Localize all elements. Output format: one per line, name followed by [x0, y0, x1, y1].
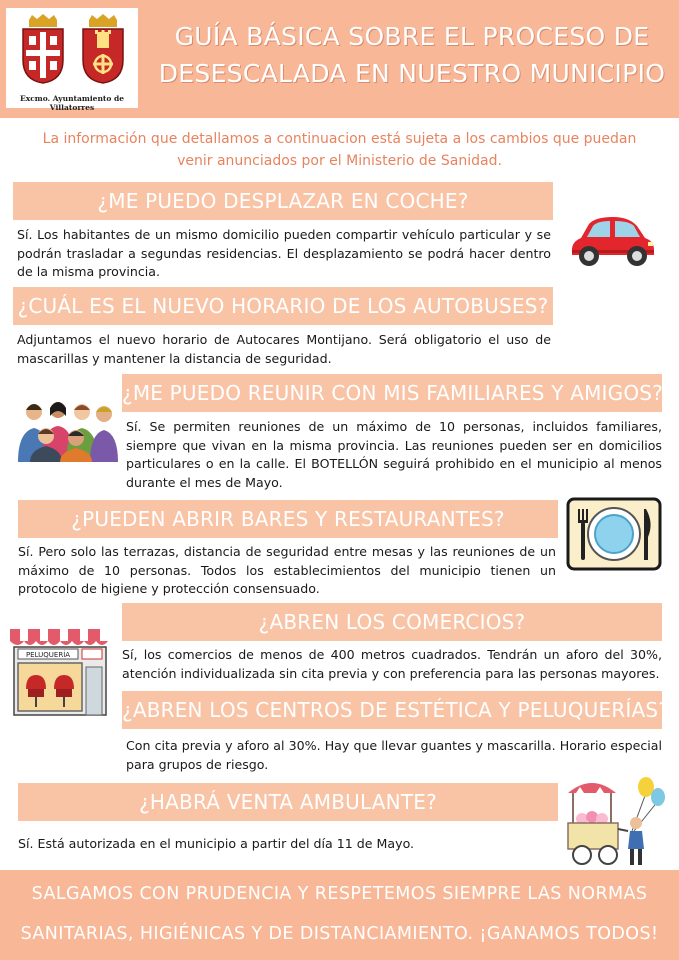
title-line-1: GUÍA BÁSICA SOBRE EL PROCESO DE: [174, 22, 650, 51]
answer-shops: Sí, los comercios de menos de 400 metros cuadrados. Tendrán un aforo del 30%, atención individualizada sin cita previa y con preferencia para las personas mayores.: [122, 647, 662, 681]
intro-line-1: La información que detallamos a continuacion está sujeta a los cambios que puedan: [42, 131, 637, 147]
intro-text: [10, 128, 669, 172]
footer-line-1: SALGAMOS CON PRUDENCIA Y RESPETEMOS SIEMPRE LAS NORMAS: [31, 884, 648, 904]
footer-banner: [0, 870, 679, 960]
question-bar-car: ¿ME PUEDO DESPLAZAR EN COCHE?: [13, 182, 553, 220]
answer-car: Sí. Los habitantes de un mismo domicilio pueden compartir vehículo particular y se podrán trasladar a segundas residencias. El desplazamiento se podrá hacer dentro de la misma provincia.: [17, 227, 551, 279]
question-bar-street-vendors: ¿HABRÁ VENTA AMBULANTE?: [18, 783, 558, 821]
hair-salon-shop-icon: [10, 627, 108, 717]
municipal-crests: [6, 8, 138, 112]
answer-beauty: Con cita previa y aforo al 30%. Hay que llevar guantes y mascarilla. Horario especial para grupos de riesgo.: [126, 738, 662, 772]
question-bar-family: ¿ME PUEDO REUNIR CON MIS FAMILIARES Y AMIGOS?: [122, 374, 662, 412]
street-vendor-cart-icon: [562, 773, 668, 869]
title-line-2: DESESCALADA EN NUESTRO MUNICIPIO: [158, 59, 666, 88]
answer-street-vendors: Sí. Está autorizada en el municipio a partir del día 11 de Mayo.: [18, 836, 415, 851]
crest-label: Excmo. Ayuntamiento de Villatorres: [20, 94, 124, 112]
car-icon: [567, 214, 657, 270]
header-banner: [0, 0, 679, 118]
shop-sign-text: PELUQUERÍA: [25, 651, 71, 659]
question-bar-shops: ¿ABREN LOS COMERCIOS?: [122, 603, 662, 641]
question-bar-beauty: ¿ABREN LOS CENTROS DE ESTÉTICA Y PELUQUERÍAS?: [122, 691, 662, 729]
people-group-icon: [14, 396, 120, 462]
intro-line-2: venir anunciados por el Ministerio de Sanidad.: [177, 153, 502, 169]
answer-family: Sí. Se permiten reuniones de un máximo de 10 personas, incluidos familiares, siempre que vivan en la misma provincia. Las reuniones pueden ser en domicilios particulares o en la calle. El BOTELLÓN seguirá prohibido en el municipio al menos durante el mes de Mayo.: [126, 419, 662, 490]
answer-buses: Adjuntamos el nuevo horario de Autocares Montijano. Será obligatorio el uso de mascarillas y mantener la distancia de seguridad.: [17, 332, 551, 366]
province-crest-icon: [80, 14, 126, 84]
answer-restaurants: Sí. Pero solo las terrazas, distancia de seguridad entre mesas y las reuniones de un máximo de 10 personas. Todos los establecimientos del municipio tienen un protocolo de higiene y protección consensuado.: [18, 544, 556, 596]
footer-line-2: SANITARIAS, HIGIÉNICAS Y DE DISTANCIAMIENTO. ¡GANAMOS TODOS!: [20, 924, 659, 944]
question-bar-restaurants: ¿PUEDEN ABRIR BARES Y RESTAURANTES?: [18, 500, 558, 538]
question-bar-buses: ¿CUÁL ES EL NUEVO HORARIO DE LOS AUTOBUSES?: [13, 287, 553, 325]
villatorres-crest-icon: [20, 14, 66, 84]
page-title: [150, 18, 674, 92]
plate-cutlery-icon: [566, 497, 662, 571]
